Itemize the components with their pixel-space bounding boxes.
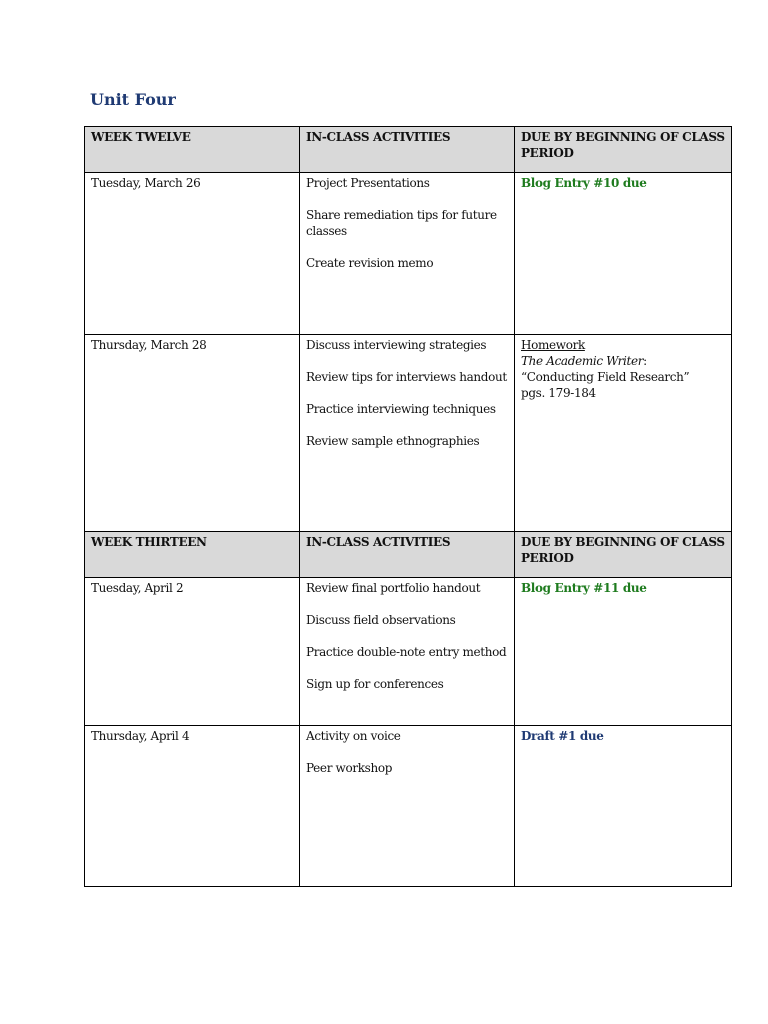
due-cell bbox=[515, 335, 732, 532]
activity-item: Share remediation tips for future classes bbox=[306, 208, 497, 238]
activity-item: Create revision memo bbox=[306, 256, 434, 270]
homework-chapter: “Conducting Field Research” bbox=[521, 370, 690, 384]
week-header-row bbox=[85, 532, 732, 578]
activities-header-cell: IN-CLASS ACTIVITIES bbox=[300, 127, 515, 173]
due-header-cell: DUE BY BEGINNING OF CLASS PERIOD bbox=[515, 532, 732, 578]
activity-item: Discuss field observations bbox=[306, 613, 456, 627]
activity-item: Sign up for conferences bbox=[306, 677, 444, 691]
date-cell: Tuesday, March 26 bbox=[85, 173, 300, 335]
date-cell: Thursday, March 28 bbox=[85, 335, 300, 532]
table-row bbox=[85, 726, 732, 887]
homework-book-line bbox=[521, 353, 725, 369]
due-cell bbox=[515, 173, 732, 335]
activities-cell bbox=[300, 173, 515, 335]
unit-title: Unit Four bbox=[90, 90, 176, 109]
homework-colon: : bbox=[643, 354, 647, 368]
activities-cell bbox=[300, 578, 515, 726]
due-cell bbox=[515, 578, 732, 726]
activity-item: Practice interviewing techniques bbox=[306, 402, 496, 416]
week-header-cell: WEEK THIRTEEN bbox=[85, 532, 300, 578]
activities-header-cell: IN-CLASS ACTIVITIES bbox=[300, 532, 515, 578]
activities-cell bbox=[300, 726, 515, 887]
activity-item: Discuss interviewing strategies bbox=[306, 338, 487, 352]
activity-item: Activity on voice bbox=[306, 729, 401, 743]
due-item: Draft #1 due bbox=[521, 729, 604, 743]
homework-book-title: The Academic Writer bbox=[521, 354, 644, 368]
activity-item: Review sample ethnographies bbox=[306, 434, 480, 448]
schedule-table bbox=[84, 126, 732, 887]
activity-item: Practice double-note entry method bbox=[306, 645, 507, 659]
table-row bbox=[85, 173, 732, 335]
due-item: Blog Entry #11 due bbox=[521, 581, 647, 595]
due-cell bbox=[515, 726, 732, 887]
table-row bbox=[85, 335, 732, 532]
activity-item: Project Presentations bbox=[306, 176, 430, 190]
date-cell: Thursday, April 4 bbox=[85, 726, 300, 887]
table-row bbox=[85, 578, 732, 726]
week-header-cell: WEEK TWELVE bbox=[85, 127, 300, 173]
due-item: Blog Entry #10 due bbox=[521, 176, 647, 190]
activity-item: Peer workshop bbox=[306, 761, 393, 775]
homework-label: Homework bbox=[521, 338, 585, 352]
homework-pages: pgs. 179-184 bbox=[521, 386, 596, 400]
activity-item: Review tips for interviews handout bbox=[306, 370, 507, 384]
due-header-cell: DUE BY BEGINNING OF CLASS PERIOD bbox=[515, 127, 732, 173]
week-header-row bbox=[85, 127, 732, 173]
date-cell: Tuesday, April 2 bbox=[85, 578, 300, 726]
activities-cell bbox=[300, 335, 515, 532]
activity-item: Review final portfolio handout bbox=[306, 581, 481, 595]
